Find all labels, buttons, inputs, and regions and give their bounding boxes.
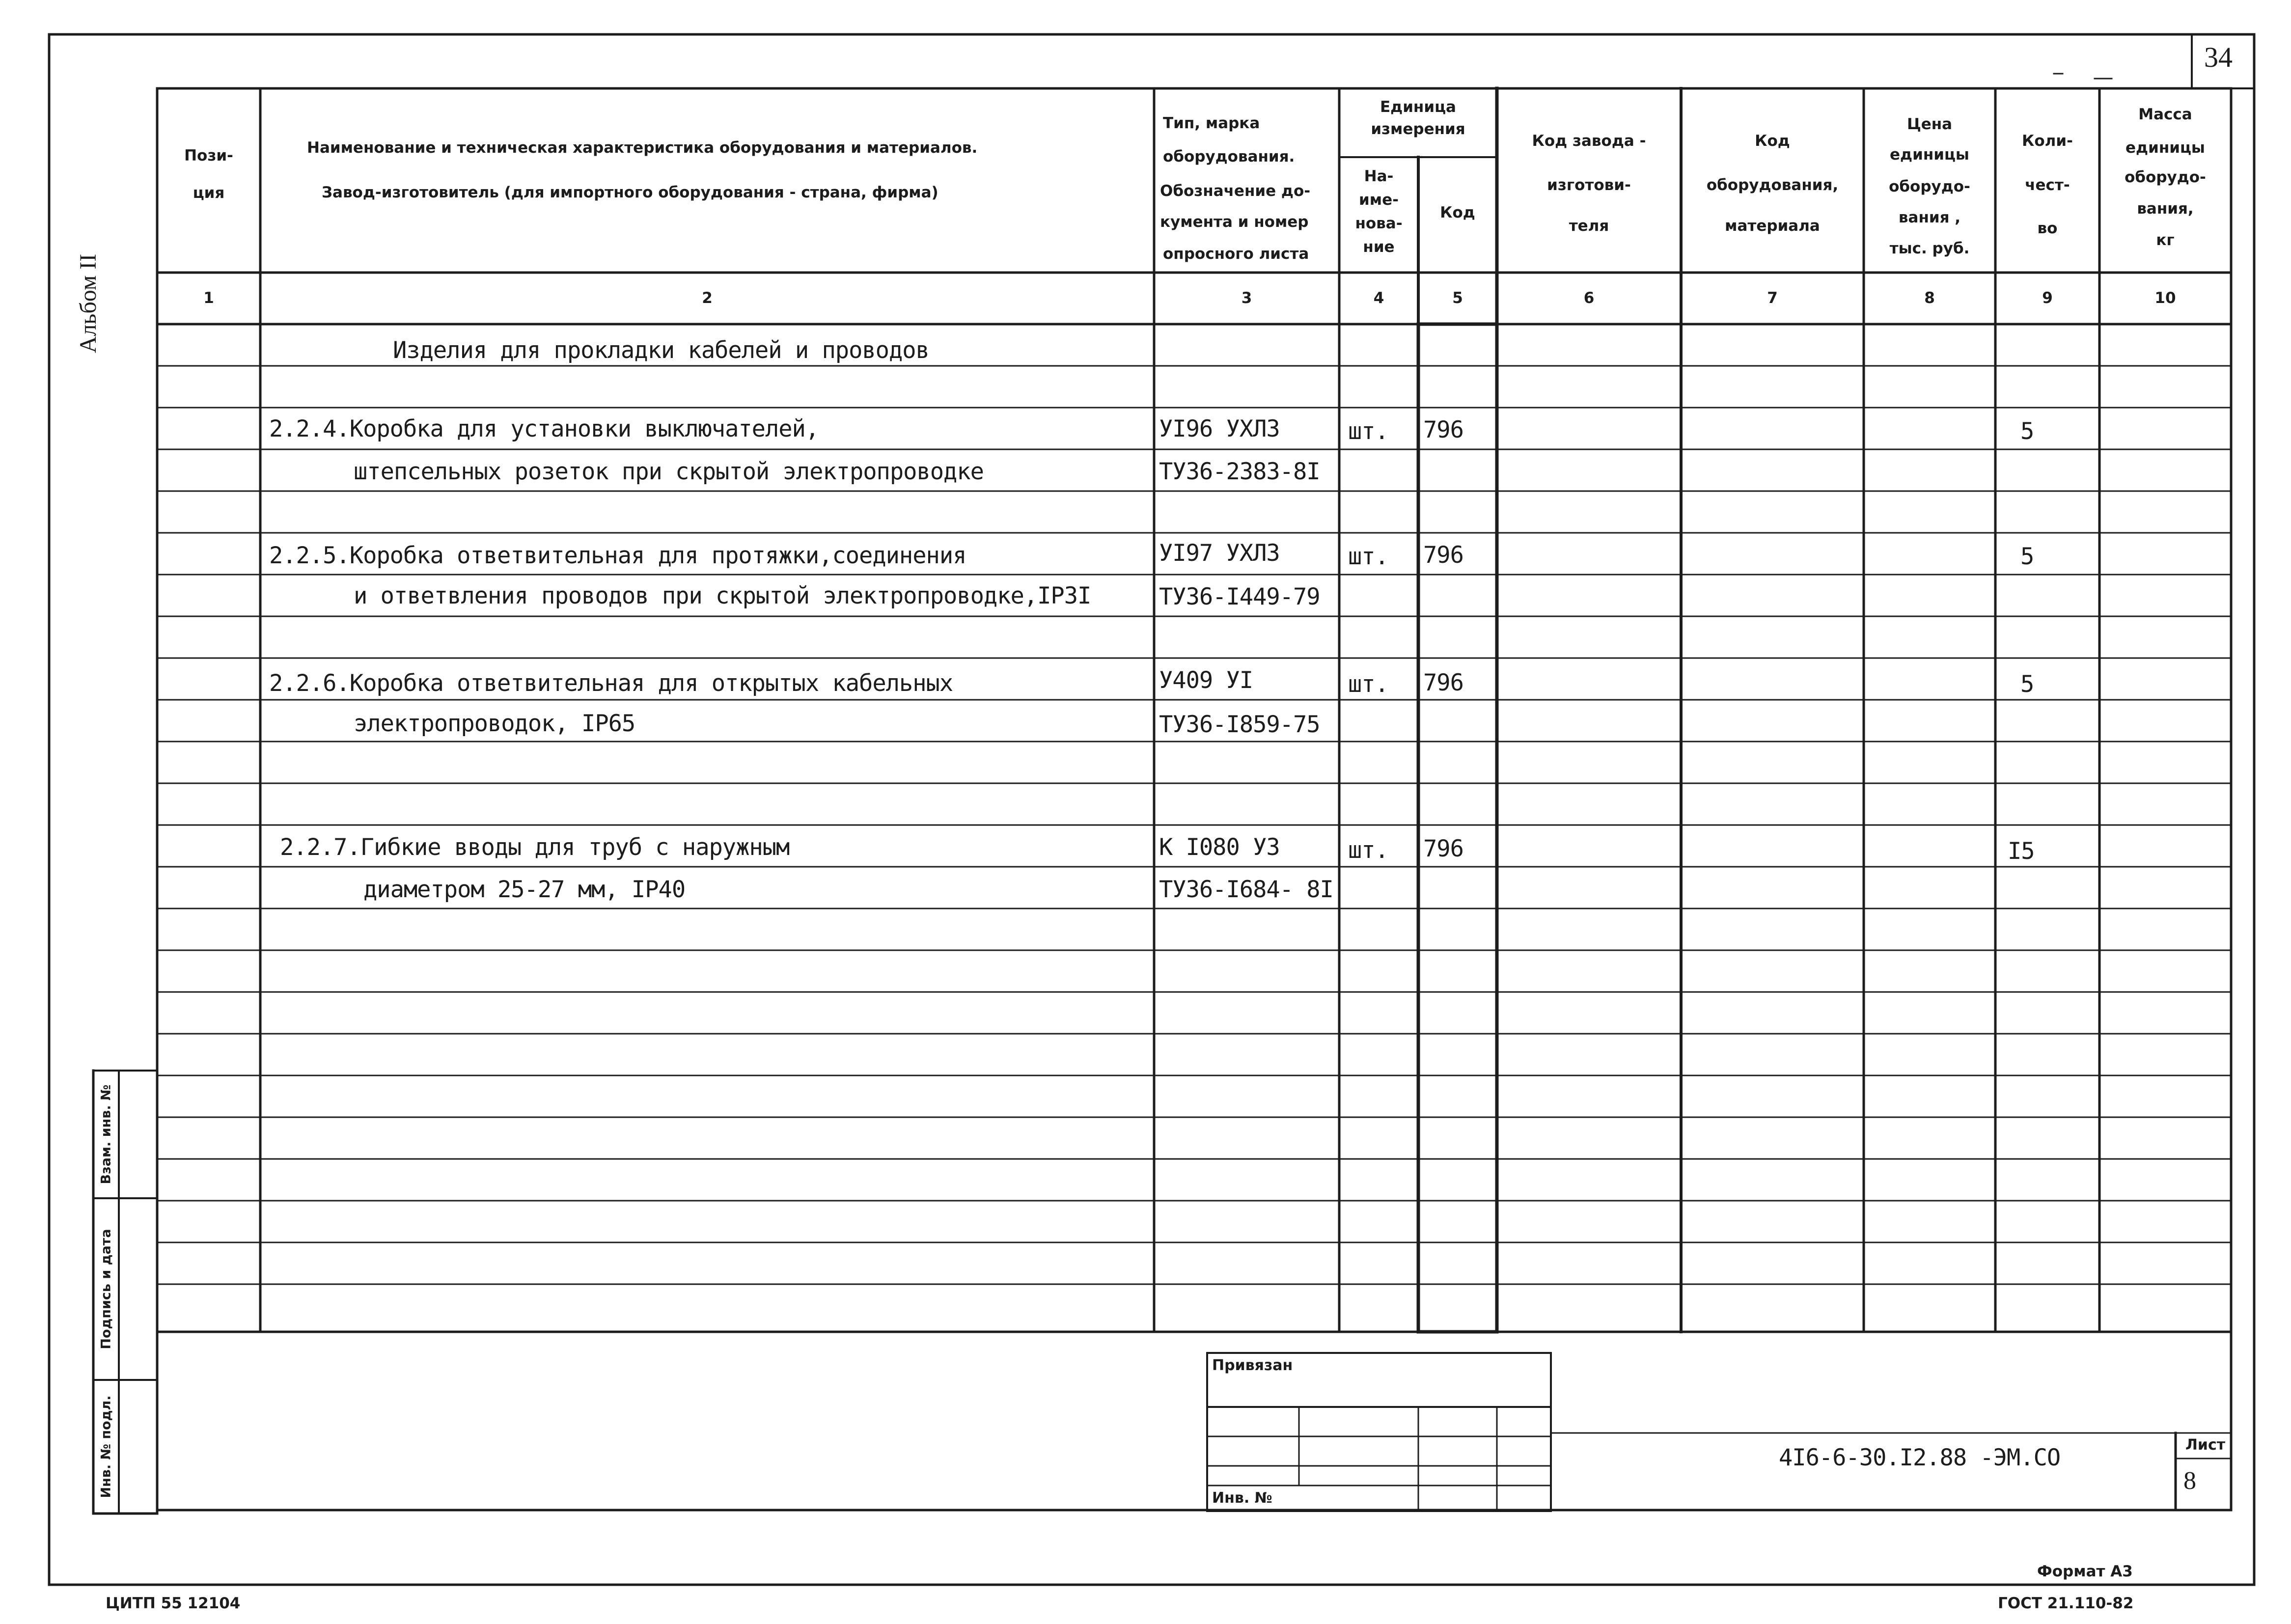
header-price-line1: Цена — [1906, 115, 1953, 133]
header-factory-code-line3: теля — [1569, 217, 1609, 235]
item-type-line1: К I080 УЗ — [1159, 834, 1280, 861]
bound-label: Привязан — [1212, 1357, 1293, 1374]
header-unit-name-line1: На- — [1364, 167, 1394, 185]
header-equipment-code-line3: материала — [1725, 217, 1820, 235]
item-quantity: I5 — [2008, 838, 2035, 865]
document-code: 4I6-6-30.I2.88 -ЭМ.СО — [1779, 1444, 2061, 1471]
item-name-line1: 2.2.6.Коробка ответвительная для открытых кабельных — [269, 670, 953, 697]
item-name-line1: 2.2.4.Коробка для установки выключателей, — [269, 415, 819, 442]
header-quantity-line3: во — [2037, 220, 2058, 237]
column-number: 7 — [1767, 289, 1778, 307]
album-label: Альбом II — [75, 253, 101, 354]
item-unit: шт. — [1348, 671, 1388, 698]
sheet-label: Лист — [2185, 1436, 2226, 1454]
header-mass-line5: кг — [2156, 231, 2175, 249]
header-name-line1: Наименование и техническая характеристика оборудования и материалов. — [307, 139, 978, 157]
sheet-corner-number: 34 — [2204, 41, 2233, 73]
item-code: 796 — [1423, 416, 1463, 443]
header-price-line4: вания , — [1898, 209, 1961, 226]
column-number: 5 — [1452, 289, 1463, 307]
item-type-line2: ТУ36-2383-8I — [1159, 458, 1320, 485]
item-name-line2: электропроводок, IP65 — [354, 710, 635, 737]
header-equipment-code-line1: Код — [1755, 132, 1790, 150]
item-code: 796 — [1423, 542, 1463, 569]
side-stamp-replaced-inv: Взам. инв. № — [98, 1084, 114, 1184]
column-number: 8 — [1924, 289, 1935, 307]
header-equipment-code-line2: оборудования, — [1706, 176, 1839, 194]
header-unit-code: Код — [1440, 204, 1475, 221]
format-label: Формат А3 — [2037, 1563, 2133, 1580]
item-type-line1: УI96 УХЛЗ — [1159, 415, 1280, 442]
item-name-line1: 2.2.5.Коробка ответвительная для протяжки,соединения — [269, 542, 966, 569]
header-price-line5: тыс. руб. — [1889, 240, 1970, 257]
column-number: 10 — [2154, 289, 2176, 307]
header-unit-line1: Единица — [1380, 98, 1456, 116]
item-name-line2: штепсельных розеток при скрытой электропроводке — [354, 458, 984, 485]
column-number: 6 — [1583, 289, 1595, 307]
section-title: Изделия для прокладки кабелей и проводов — [393, 337, 929, 364]
item-type-line1: УI97 УХЛЗ — [1159, 540, 1280, 567]
header-unit-line2: измерения — [1371, 120, 1465, 138]
header-position-line1: Пози- — [184, 147, 233, 165]
footer-left-code: ЦИТП 55 12104 — [106, 1595, 241, 1612]
item-unit: шт. — [1348, 418, 1388, 445]
header-factory-code-line2: изготови- — [1547, 176, 1631, 194]
header-price-line2: единицы — [1890, 146, 1969, 164]
header-position-line2: ция — [193, 184, 225, 202]
footer-standard: ГОСТ 21.110-82 — [1998, 1595, 2134, 1612]
item-type-line2: ТУ36-I449-79 — [1159, 583, 1320, 610]
header-mass-line3: оборудо- — [2125, 168, 2206, 186]
item-type-line1: У409 УI — [1159, 667, 1253, 694]
header-mass-line4: вания, — [2137, 200, 2194, 218]
header-type-line3: Обозначение до- — [1160, 182, 1311, 200]
side-stamp-original-inv: Инв. № подл. — [98, 1395, 114, 1498]
item-unit: шт. — [1348, 837, 1388, 864]
header-factory-code-line1: Код завода - — [1532, 132, 1646, 150]
sheet-number: 8 — [2183, 1467, 2196, 1495]
header-quantity-line2: чест- — [2025, 176, 2070, 194]
header-type-line1: Тип, марка — [1163, 114, 1260, 132]
item-quantity: 5 — [2020, 671, 2034, 698]
item-name-line2: диаметром 25-27 мм, IP40 — [363, 876, 686, 903]
item-unit: шт. — [1348, 543, 1388, 570]
item-name-line1: 2.2.7.Гибкие вводы для труб с наружным — [280, 834, 790, 861]
item-type-line2: ТУ36-I859-75 — [1159, 711, 1320, 738]
column-number: 9 — [2042, 289, 2053, 307]
header-unit-name-line4: ние — [1363, 238, 1395, 256]
header-type-line5: опросного листа — [1163, 245, 1309, 263]
header-type-line2: оборудования. — [1163, 148, 1295, 165]
header-mass-line1: Масса — [2138, 106, 2192, 123]
side-stamp-signature-date: Подпись и дата — [98, 1229, 114, 1349]
header-unit-name-line3: нова- — [1355, 215, 1403, 232]
inventory-label: Инв. № — [1212, 1489, 1272, 1507]
header-price-line3: оборудо- — [1889, 178, 1970, 195]
item-quantity: 5 — [2020, 418, 2034, 445]
item-quantity: 5 — [2020, 543, 2034, 570]
header-name-line2: Завод-изготовитель (для импортного оборудования - страна, фирма) — [322, 184, 938, 201]
column-number: 2 — [702, 289, 713, 307]
header-quantity-line1: Коли- — [2022, 132, 2073, 150]
item-name-line2: и ответвления проводов при скрытой электропроводке,IP3I — [354, 582, 1091, 609]
item-code: 796 — [1423, 669, 1463, 696]
column-number: 4 — [1373, 289, 1384, 307]
item-code: 796 — [1423, 835, 1463, 862]
item-type-line2: ТУ36-I684- 8I — [1159, 876, 1333, 903]
column-number: 3 — [1241, 289, 1252, 307]
header-unit-name-line2: име- — [1359, 191, 1399, 209]
header-mass-line2: единицы — [2125, 139, 2205, 157]
header-type-line4: кумента и номер — [1160, 213, 1309, 231]
column-number: 1 — [203, 289, 214, 307]
